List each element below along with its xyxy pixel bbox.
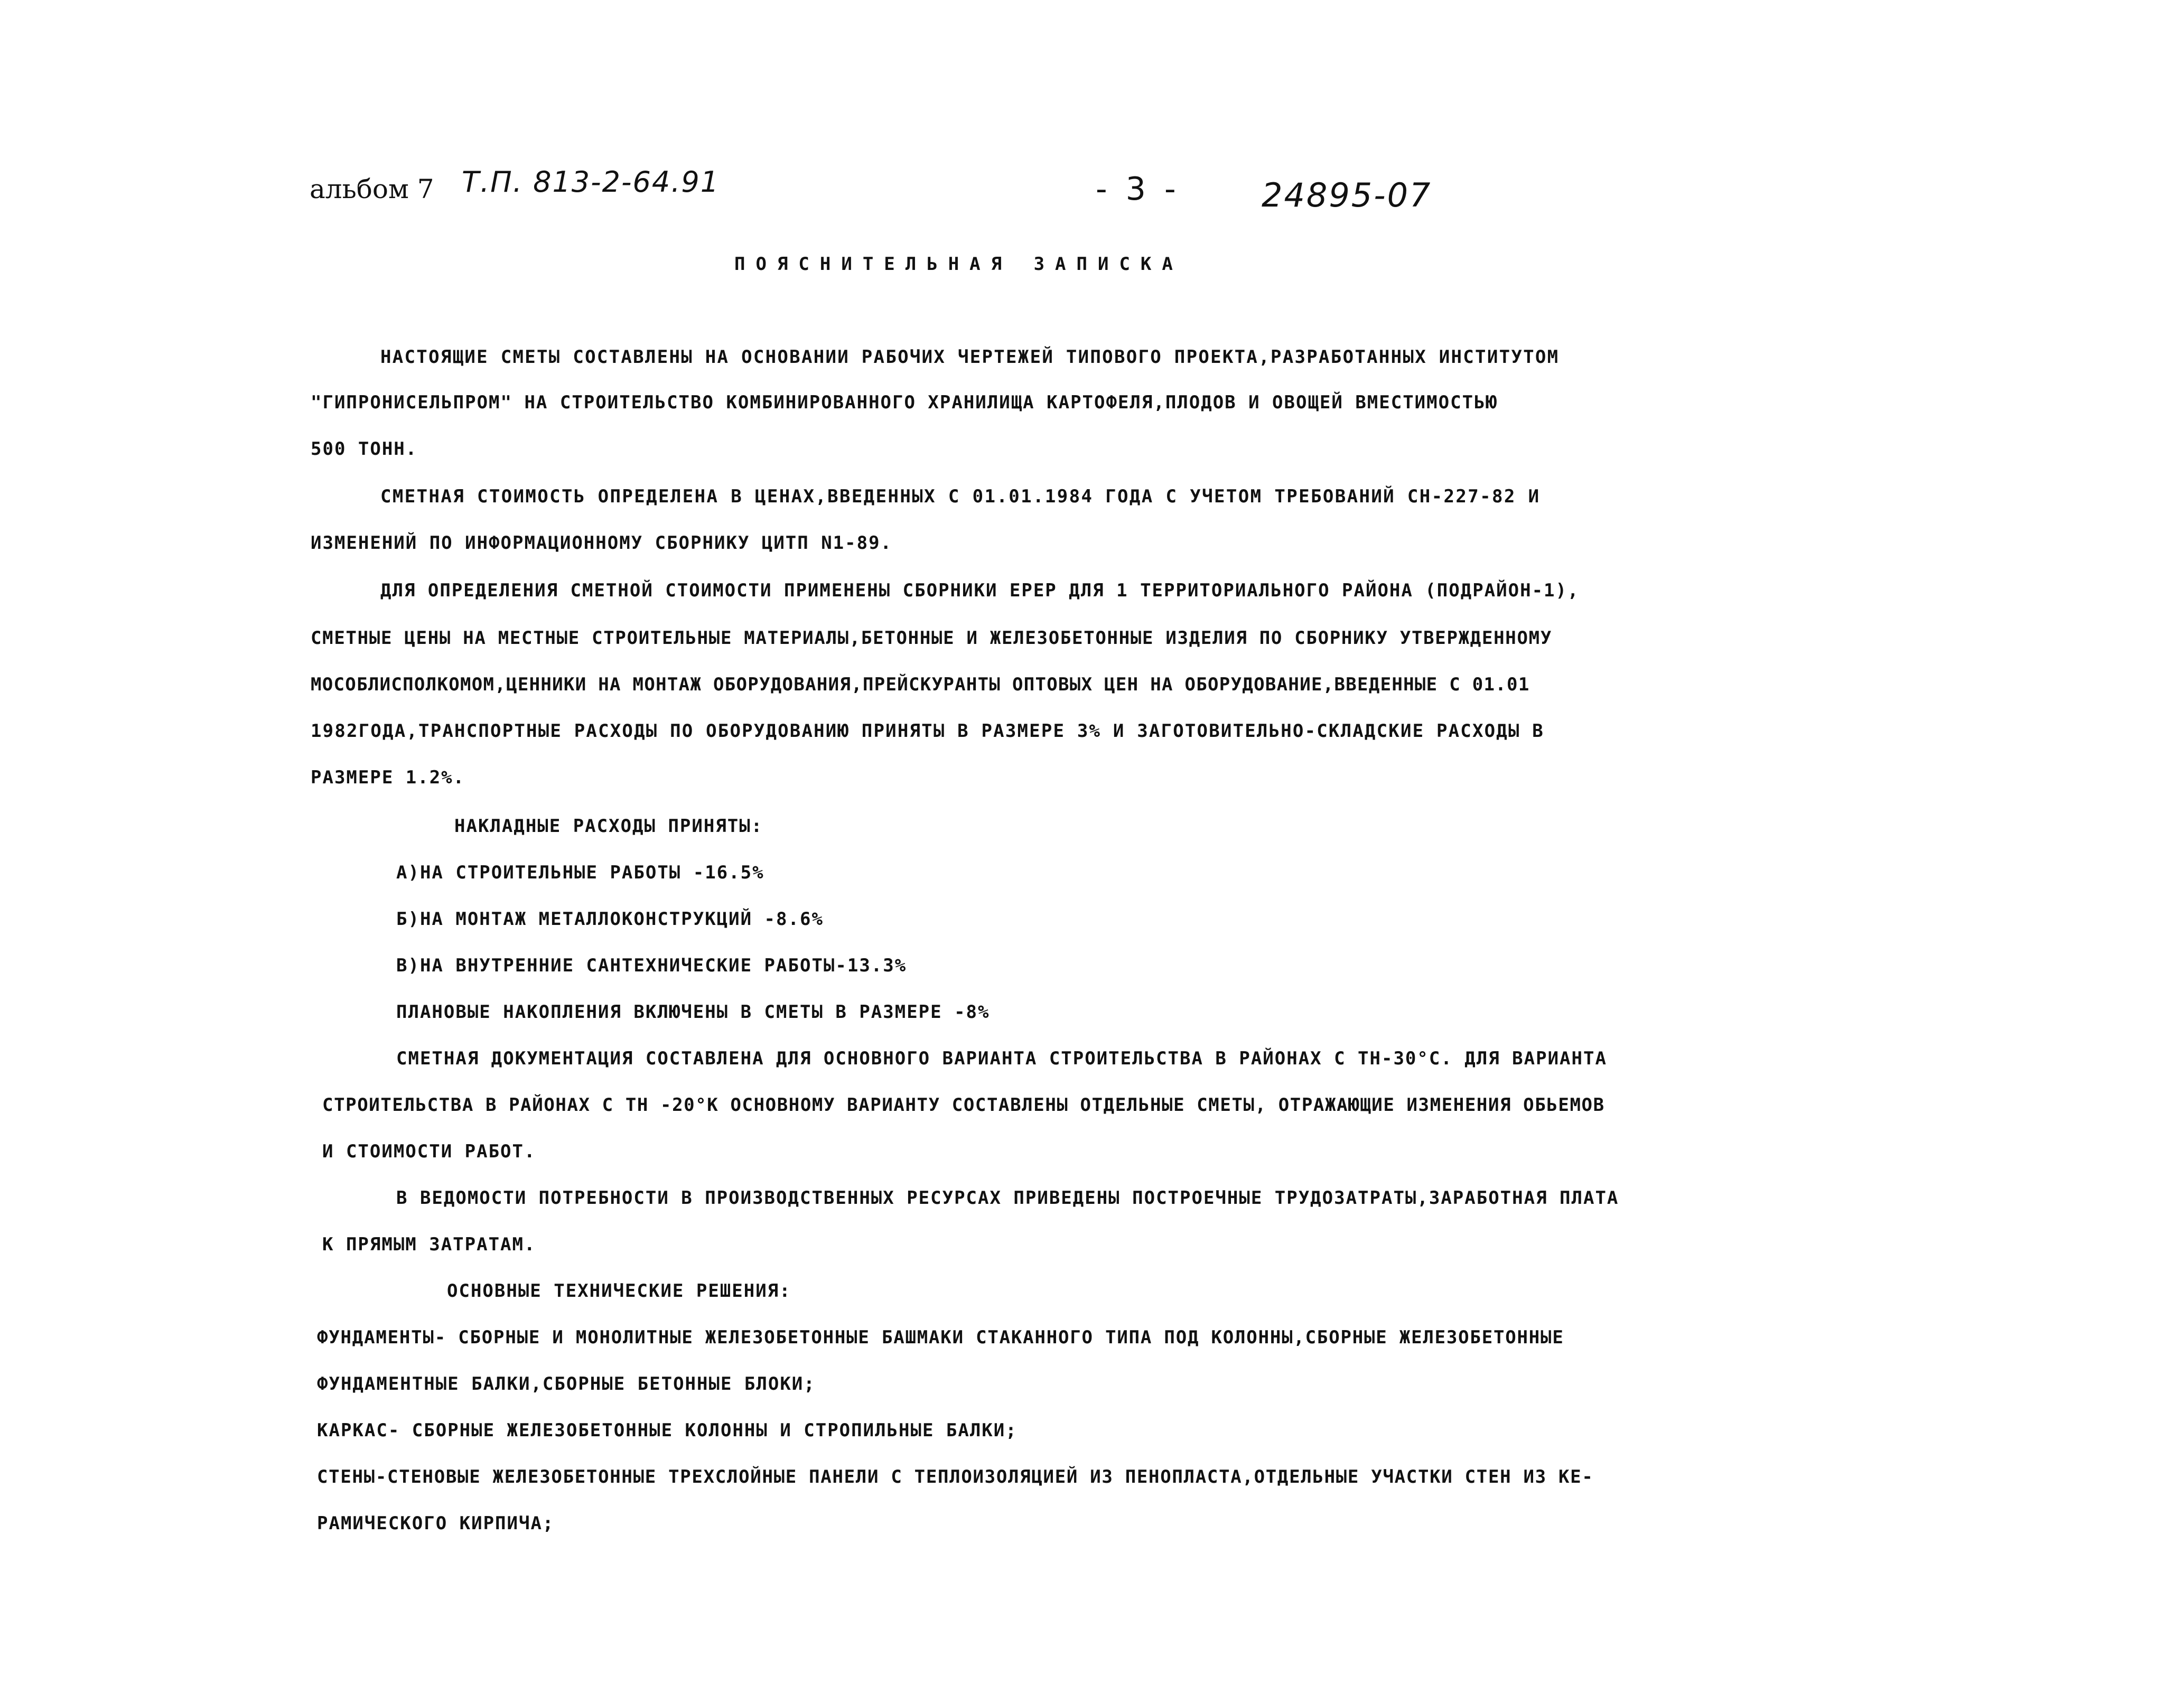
text-line: 500 ТОНН.	[311, 438, 418, 460]
text-line: ФУНДАМЕНТНЫЕ БАЛКИ,СБОРНЫЕ БЕТОННЫЕ БЛОКИ;	[317, 1373, 816, 1395]
text-line: 1982ГОДА,ТРАНСПОРТНЫЕ РАСХОДЫ ПО ОБОРУДОВАНИЮ ПРИНЯТЫ В РАЗМЕРЕ 3% И ЗАГОТОВИТЕЛЬНО-СКЛАДСКИЕ РАСХОДЫ В	[311, 721, 1544, 742]
text-line: НАКЛАДНЫЕ РАСХОДЫ ПРИНЯТЫ:	[454, 816, 763, 837]
text-line: "ГИПРОНИСЕЛЬПРОМ" НА СТРОИТЕЛЬСТВО КОМБИНИРОВАННОГО ХРАНИЛИЩА КАРТОФЕЛЯ,ПЛОДОВ И ОВОЩЕЙ ВМЕСТИМОСТЬЮ	[311, 392, 1498, 413]
text-line: ДЛЯ ОПРЕДЕЛЕНИЯ СМЕТНОЙ СТОИМОСТИ ПРИМЕНЕНЫ СБОРНИКИ ЕРЕР ДЛЯ 1 ТЕРРИТОРИАЛЬНОГО РАЙОНА (ПОДРАЙОН-1),	[380, 580, 1580, 601]
text-line: В ВЕДОМОСТИ ПОТРЕБНОСТИ В ПРОИЗВОДСТВЕННЫХ РЕСУРСАХ ПРИВЕДЕНЫ ПОСТРОЕЧНЫЕ ТРУДОЗАТРАТЫ,ЗАРАБОТНАЯ ПЛАТА	[396, 1187, 1619, 1209]
text-line: СТРОИТЕЛЬСТВА В РАЙОНАХ С ТН -20°К ОСНОВНОМУ ВАРИАНТУ СОСТАВЛЕНЫ ОТДЕЛЬНЫЕ СМЕТЫ, ОТРАЖАЮЩИЕ ИЗМЕНЕНИЯ ОБЬЕМОВ	[322, 1094, 1605, 1116]
text-line: СМЕТНЫЕ ЦЕНЫ НА МЕСТНЫЕ СТРОИТЕЛЬНЫЕ МАТЕРИАЛЫ,БЕТОННЫЕ И ЖЕЛЕЗОБЕТОННЫЕ ИЗДЕЛИЯ ПО СБОРНИКУ УТВЕРЖДЕННОМУ	[311, 628, 1552, 649]
text-line: ФУНДАМЕНТЫ- СБОРНЫЕ И МОНОЛИТНЫЕ ЖЕЛЕЗОБЕТОННЫЕ БАШМАКИ СТАКАННОГО ТИПА ПОД КОЛОННЫ,СБОРНЫЕ ЖЕЛЕЗОБЕТОННЫЕ	[317, 1327, 1564, 1348]
text-line: НАСТОЯЩИЕ СМЕТЫ СОСТАВЛЕНЫ НА ОСНОВАНИИ РАБОЧИХ ЧЕРТЕЖЕЙ ТИПОВОГО ПРОЕКТА,РАЗРАБОТАННЫХ ИНСТИТУТОМ	[380, 347, 1560, 368]
text-line: СМЕТНАЯ ДОКУМЕНТАЦИЯ СОСТАВЛЕНА ДЛЯ ОСНОВНОГО ВАРИАНТА СТРОИТЕЛЬСТВА В РАЙОНАХ С ТН-30°С. ДЛЯ ВАРИАНТА	[396, 1048, 1607, 1069]
text-line: СМЕТНАЯ СТОИМОСТЬ ОПРЕДЕЛЕНА В ЦЕНАХ,ВВЕДЕННЫХ С 01.01.1984 ГОДА С УЧЕТОМ ТРЕБОВАНИЙ СН-227-82 И	[380, 486, 1541, 507]
text-line: КАРКАС- СБОРНЫЕ ЖЕЛЕЗОБЕТОННЫЕ КОЛОННЫ И СТРОПИЛЬНЫЕ БАЛКИ;	[317, 1420, 1018, 1441]
text-line: ПЛАНОВЫЕ НАКОПЛЕНИЯ ВКЛЮЧЕНЫ В СМЕТЫ В РАЗМЕРЕ -8%	[396, 1002, 990, 1023]
project-code: Т.П. 813-2-64.91	[462, 165, 720, 199]
text-line: СТЕНЫ-СТЕНОВЫЕ ЖЕЛЕЗОБЕТОННЫЕ ТРЕХСЛОЙНЫЕ ПАНЕЛИ С ТЕПЛОИЗОЛЯЦИЕЙ ИЗ ПЕНОПЛАСТА,ОТДЕЛЬНЫЕ УЧАСТКИ СТЕН ИЗ КЕ-	[317, 1466, 1594, 1487]
text-line: ИЗМЕНЕНИЙ ПО ИНФОРМАЦИОННОМУ СБОРНИКУ ЦИТП N1-89.	[311, 532, 893, 554]
document-title: ПОЯСНИТЕЛЬНАЯ ЗАПИСКА	[734, 254, 1183, 275]
text-line: В)НА ВНУТРЕННИЕ САНТЕХНИЧЕСКИЕ РАБОТЫ-13.3%	[396, 955, 907, 976]
document-number: 24895-07	[1262, 176, 1432, 214]
page-number: - 3 -	[1096, 171, 1180, 208]
text-line: ОСНОВНЫЕ ТЕХНИЧЕСКИЕ РЕШЕНИЯ:	[447, 1280, 791, 1302]
text-line: Б)НА МОНТАЖ МЕТАЛЛОКОНСТРУКЦИЙ -8.6%	[396, 909, 824, 930]
text-line: И СТОИМОСТИ РАБОТ.	[322, 1141, 536, 1162]
text-line: А)НА СТРОИТЕЛЬНЫЕ РАБОТЫ -16.5%	[396, 862, 764, 883]
text-line: РАМИЧЕСКОГО КИРПИЧА;	[317, 1513, 555, 1534]
album-label: альбом 7	[310, 174, 434, 204]
text-line: МОСОБЛИСПОЛКОМОМ,ЦЕННИКИ НА МОНТАЖ ОБОРУДОВАНИЯ,ПРЕЙСКУРАНТЫ ОПТОВЫХ ЦЕН НА ОБОРУДОВАНИЕ,ВВЕДЕННЫЕ С 01.01	[311, 674, 1530, 695]
text-line: РАЗМЕРЕ 1.2%.	[311, 767, 465, 788]
text-line: К ПРЯМЫМ ЗАТРАТАМ.	[322, 1234, 536, 1255]
